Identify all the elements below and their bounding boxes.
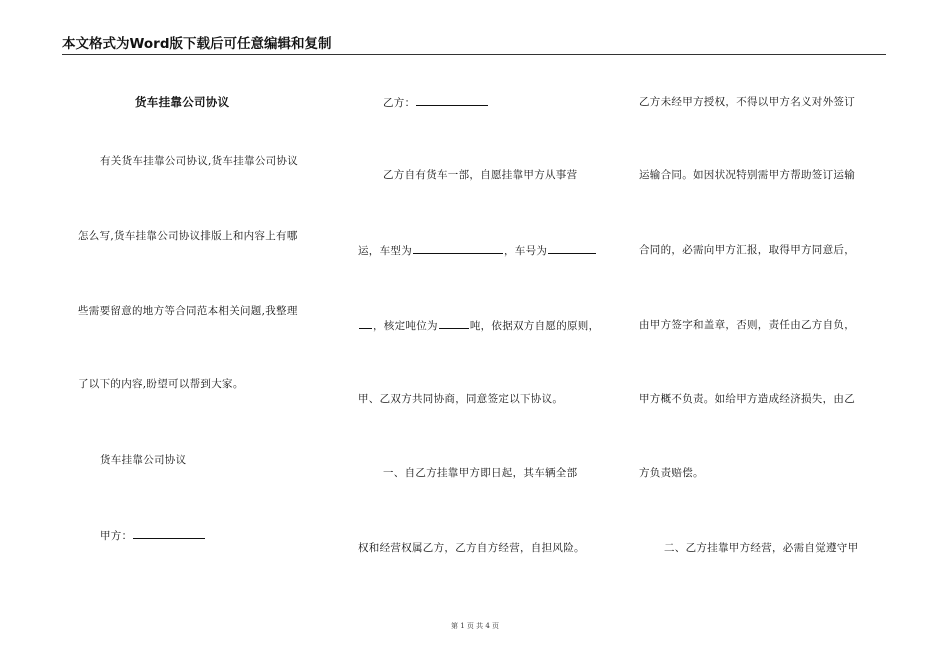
col3-line-4: 由甲方签字和盖章，否则，责任由乙方自负， [639, 319, 855, 331]
clause-2-line-1: 二、乙方挂靠甲方经营，必需自觉遵守甲 [664, 542, 859, 554]
header-title: 本文格式为Word版下载后可任意编辑和复制 [62, 36, 332, 52]
vehicle-type-label: 运，车型为 [358, 245, 412, 257]
party-a-blank [133, 528, 205, 539]
intro-line-1: 有关货车挂靠公司协议,货车挂靠公司协议 [100, 155, 299, 167]
page-header [62, 36, 886, 55]
paragraph-1-line-1: 乙方自有货车一部，自愿挂靠甲方从事营 [383, 169, 578, 181]
tonnage-blank [439, 318, 469, 329]
clause-1-line-1: 一、自乙方挂靠甲方即日起，其车辆全部 [383, 467, 578, 479]
party-b-label: 乙方： [383, 97, 416, 109]
document-title: 货车挂靠公司协议 [135, 95, 230, 109]
tonnage-suffix: 吨，依据双方自愿的原则， [469, 320, 600, 332]
col3-line-3: 合同的，必需向甲方汇报，取得甲方同意后， [639, 244, 855, 256]
plate-number-blank [548, 243, 596, 254]
section-subtitle: 货车挂靠公司协议 [100, 454, 187, 466]
col3-line-6: 方负责赔偿。 [639, 467, 704, 479]
col3-line-5: 甲方概不负责。如给甲方造成经济损失，由乙 [639, 393, 855, 405]
paragraph-1-line-4: 甲、乙双方共同协商，同意签定以下协议。 [358, 393, 564, 405]
plate-number-blank-cont [359, 318, 372, 329]
party-a-line [100, 528, 206, 543]
page-number: 第 1 页 共 4 页 [450, 622, 500, 630]
clause-1-line-2: 权和经营权属乙方，乙方自方经营，自担风险。 [358, 542, 585, 554]
party-b-line [383, 95, 489, 110]
plate-number-label: ，车号为 [504, 245, 548, 257]
intro-line-2: 怎么写,货车挂靠公司协议排版上和内容上有哪 [78, 230, 298, 242]
paragraph-1-line-2 [358, 243, 597, 258]
party-a-label: 甲方： [100, 530, 133, 542]
paragraph-1-line-3 [358, 318, 599, 333]
tonnage-label: ，核定吨位为 [373, 320, 438, 332]
party-b-blank [416, 95, 488, 106]
col3-line-2: 运输合同。如因状况特别需甲方帮助签订运输 [639, 169, 855, 181]
intro-line-4: 了以下的内容,盼望可以帮到大家。 [78, 378, 244, 390]
intro-line-3: 些需要留意的地方等合同范本相关问题,我整理 [78, 305, 298, 317]
col3-line-1: 乙方未经甲方授权，不得以甲方名义对外签订 [639, 96, 855, 108]
vehicle-type-blank [413, 243, 503, 254]
